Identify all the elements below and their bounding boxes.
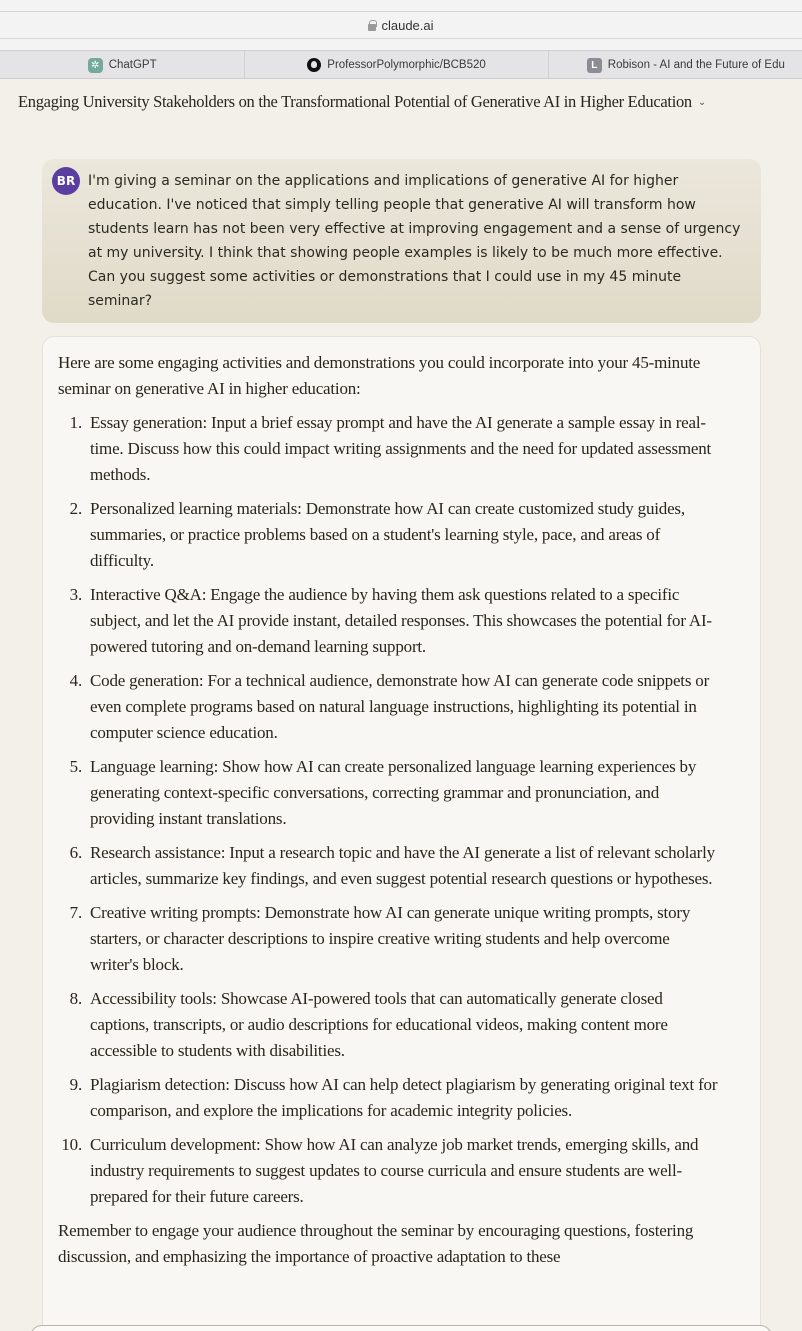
tab-label: ChatGPT xyxy=(108,59,157,71)
lock-icon xyxy=(368,20,376,31)
user-message-text: I'm giving a seminar on the applications and implications of generative AI for higher education. I've noticed that simply telling people that generative AI will transform how students learn has not been very effective at improving engagement and a sense of urgency at my university. I think that showing people examples is likely to be much more effective. Can you suggest some activities or demonstrations that I could use in my 45 minute seminar? xyxy=(88,173,741,309)
list-item xyxy=(58,754,718,832)
list-item xyxy=(58,668,718,746)
tab-robison[interactable] xyxy=(549,51,802,79)
assistant-message xyxy=(42,336,761,1331)
list-text: Plagiarism detection: Discuss how AI can help detect plagiarism by generating original text for comparison, and explore the implications for academic integrity policies. xyxy=(90,1075,718,1120)
list-number: 4. xyxy=(69,671,82,690)
list-text: Language learning: Show how AI can create personalized language learning experiences by generating context-specific conversations, correcting grammar and pronunciation, and providing instant translations. xyxy=(90,757,697,828)
message-input[interactable] xyxy=(30,1325,772,1331)
reply-outro: Remember to engage your audience throughout the seminar by encouraging questions, fostering discussion, and emphasizing the importance of proactive adaptation to these xyxy=(58,1221,694,1266)
address-bar[interactable] xyxy=(0,12,802,39)
list-item xyxy=(58,986,718,1064)
avatar: BR xyxy=(52,167,80,195)
list-number: 10. xyxy=(61,1135,82,1154)
list-text: Creative writing prompts: Demonstrate how AI can generate unique writing prompts, story starters, or character descriptions to inspire creative writing students and help overcome writer's block. xyxy=(90,903,691,974)
conversation-title[interactable] xyxy=(18,92,798,112)
list-number: 8. xyxy=(69,989,82,1008)
list-number: 1. xyxy=(69,413,82,432)
list-number: 2. xyxy=(69,499,82,518)
list-text: Interactive Q&A: Engage the audience by having them ask questions related to a specific subject, and let the AI provide instant, detailed responses. This showcases the potential for AI-powered tutoring and on-demand learning support. xyxy=(90,585,712,656)
browser-top-bar xyxy=(0,0,802,12)
list-number: 6. xyxy=(69,843,82,862)
list-item xyxy=(58,496,718,574)
list-text: Accessibility tools: Showcase AI-powered tools that can automatically generate closed captions, transcripts, or audio descriptions for educational videos, making content more accessible to students with disabilities. xyxy=(90,989,668,1060)
list-text: Research assistance: Input a research topic and have the AI generate a list of relevant scholarly articles, summarize key findings, and even suggest potential research questions or hypotheses. xyxy=(90,843,715,888)
bookmarks-bar xyxy=(0,51,802,79)
url-text: claude.ai xyxy=(381,17,434,33)
list-text: Code generation: For a technical audience, demonstrate how AI can generate code snippets or even complete programs based on natural language instructions, highlighting its potential in computer science education. xyxy=(90,671,710,742)
reply-intro: Here are some engaging activities and demonstrations you could incorporate into your 45-minute seminar on generative AI in higher education: xyxy=(58,353,701,398)
list-item xyxy=(58,410,718,488)
list-text: Personalized learning materials: Demonstrate how AI can create customized study guides, summaries, or practice problems based on a student's learning style, pace, and areas of difficulty. xyxy=(90,499,685,570)
github-icon xyxy=(307,58,321,72)
tab-chatgpt[interactable] xyxy=(0,51,245,79)
list-item xyxy=(58,840,718,892)
list-number: 9. xyxy=(69,1075,82,1094)
list-item xyxy=(58,582,718,660)
chevron-down-icon: ⌄ xyxy=(697,96,706,108)
list-number: 7. xyxy=(69,903,82,922)
tab-github[interactable] xyxy=(245,51,548,79)
activity-list xyxy=(58,410,718,1210)
list-item xyxy=(58,900,718,978)
list-number: 3. xyxy=(69,585,82,604)
chatgpt-icon: ✲ xyxy=(88,58,103,73)
list-text: Essay generation: Input a brief essay prompt and have the AI generate a sample essay in real-time. Discuss how this could impact writing assignments and the need for updated assessment methods. xyxy=(90,413,712,484)
list-text: Curriculum development: Show how AI can analyze job market trends, emerging skills, and industry requirements to suggest updates to course curricula and ensure students are well-prepared for their future careers. xyxy=(90,1135,699,1206)
list-number: 5. xyxy=(69,757,82,776)
tab-label: ProfessorPolymorphic/BCB520 xyxy=(327,59,486,71)
list-item xyxy=(58,1132,718,1210)
user-message xyxy=(42,159,761,323)
toolbar-gap xyxy=(0,39,802,51)
scroll-fade xyxy=(43,1275,760,1331)
list-item xyxy=(58,1072,718,1124)
l-icon: L xyxy=(587,58,602,73)
tab-label: Robison - AI and the Future of Edu xyxy=(607,59,785,71)
conversation-title-text: Engaging University Stakeholders on the Transformational Potential of Generative AI in Higher Education xyxy=(18,92,692,111)
